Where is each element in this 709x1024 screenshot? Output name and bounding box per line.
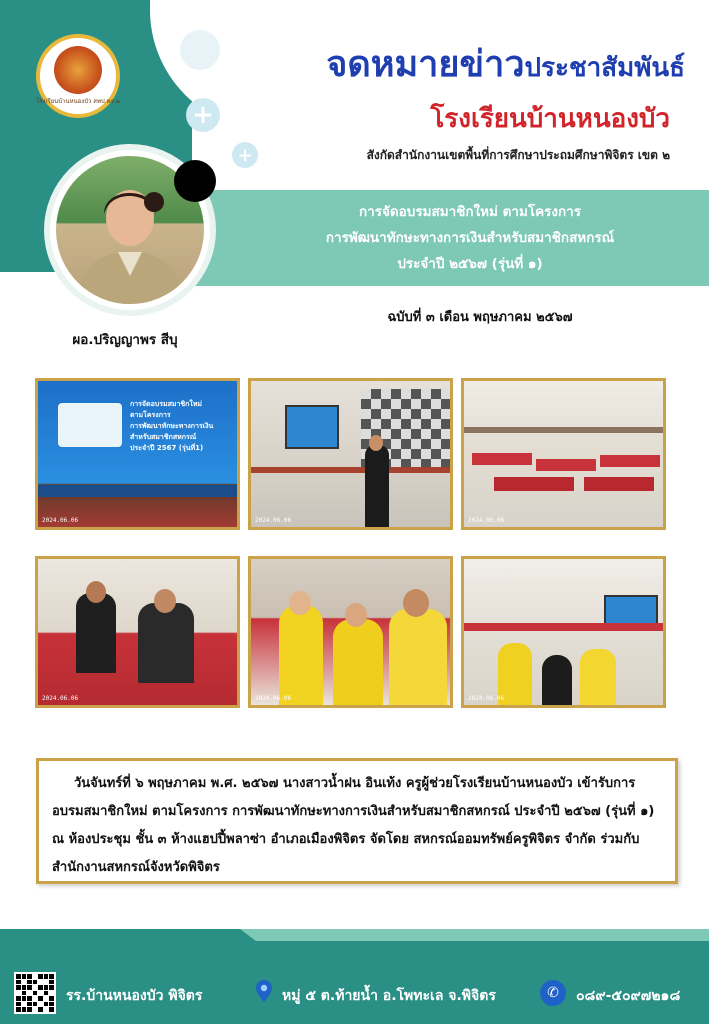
slide-line-1: ตามโครงการ	[130, 411, 171, 419]
banner-line-1: การจัดอบรมสมาชิกใหม่ ตามโครงการ	[358, 204, 582, 220]
banner-line-2: การพัฒนาทักษะทางการเงินสำหรับสมาชิกสหกรณ์	[325, 230, 615, 246]
banner-line-3: ประจำปี ๒๕๖๗ (รุ่นที่ ๑)	[397, 256, 543, 272]
deco-dot	[174, 160, 216, 202]
phone-icon: ✆	[540, 980, 566, 1006]
photo-slide	[35, 378, 240, 530]
photo-timestamp: 2024.06.06	[255, 695, 292, 702]
photo-timestamp: 2024.06.06	[42, 695, 79, 702]
deco-circle	[180, 30, 220, 70]
photo-participants	[248, 556, 453, 708]
issue-info: ฉบับที่ ๓ เดือน พฤษภาคม ๒๕๖๗	[387, 310, 573, 325]
photo-speaker	[248, 378, 453, 530]
footer-school-name: รร.บ้านหนองบัว พิจิตร	[66, 988, 203, 1004]
title-large: จดหมายข่าว	[326, 44, 525, 85]
photo-timestamp: 2024.06.06	[468, 517, 505, 524]
caption-text: วันจันทร์ที่ ๖ พฤษภาคม พ.ศ. ๒๕๖๗ นางสาวน้ำฝน อินเท้ง ครูผู้ช่วยโรงเรียนบ้านหนองบัว เข้ารับการอบรมสมาชิกใหม่ ตามโครงการ การพัฒนาทักษะทางการเงินสำหรับสมาชิกสหกรณ์ ประจำปี ๒๕๖๗ (รุ่นที่ ๑) ณ ห้องประชุม ชั้น ๓ ห้างแฮปปี้พลาซ่า อำเภอเมืองพิจิตร จัดโดย สหกรณ์ออมทรัพย์ครูพิจิตร จำกัด ร่วมกับ สำนักงานสหกรณ์จังหวัดพิจิตร	[52, 776, 655, 875]
logo-caption: โรงเรียนบ้านหนองบัว สพป.พจ.๒	[36, 98, 120, 105]
photo-audience	[461, 556, 666, 708]
title-small: ประชาสัมพันธ์	[524, 53, 685, 83]
photo-timestamp: 2024.06.06	[255, 517, 292, 524]
photo-timestamp: 2024.06.06	[42, 517, 79, 524]
photo-hall	[461, 378, 666, 530]
photo-two-men	[35, 556, 240, 708]
slide-title: การจัดอบรมสมาชิกใหม่	[130, 400, 203, 408]
qr-code-icon[interactable]	[14, 972, 56, 1014]
plus-icon: +	[186, 98, 220, 132]
footer-phone[interactable]: ๐๘๙-๕๐๙๗๒๑๘	[576, 988, 681, 1004]
school-emblem-icon	[54, 46, 102, 94]
newsletter-title	[215, 40, 685, 93]
director-name: ผอ.ปริญญาพร สีบุ	[72, 332, 178, 348]
photo-timestamp: 2024.06.06	[468, 695, 505, 702]
footer-bar	[0, 941, 709, 1024]
school-name: โรงเรียนบ้านหนองบัว	[430, 104, 670, 134]
footer-address: หมู่ ๕ ต.ท้ายน้ำ อ.โพทะเล จ.พิจิตร	[282, 988, 496, 1004]
location-pin-icon	[256, 980, 272, 1002]
slide-line-3: สำหรับสมาชิกสหกรณ์	[130, 433, 197, 441]
plus-icon: +	[232, 142, 258, 168]
school-logo	[36, 34, 120, 118]
slide-line-4: ประจำปี 2567 (รุ่นที่1)	[130, 444, 204, 452]
office-affiliation: สังกัดสำนักงานเขตพื้นที่การศึกษาประถมศึกษาพิจิตร เขต ๒	[366, 148, 670, 162]
slide-line-2: การพัฒนาทักษะทางการเงิน	[130, 422, 214, 430]
topic-banner-text	[240, 199, 700, 277]
